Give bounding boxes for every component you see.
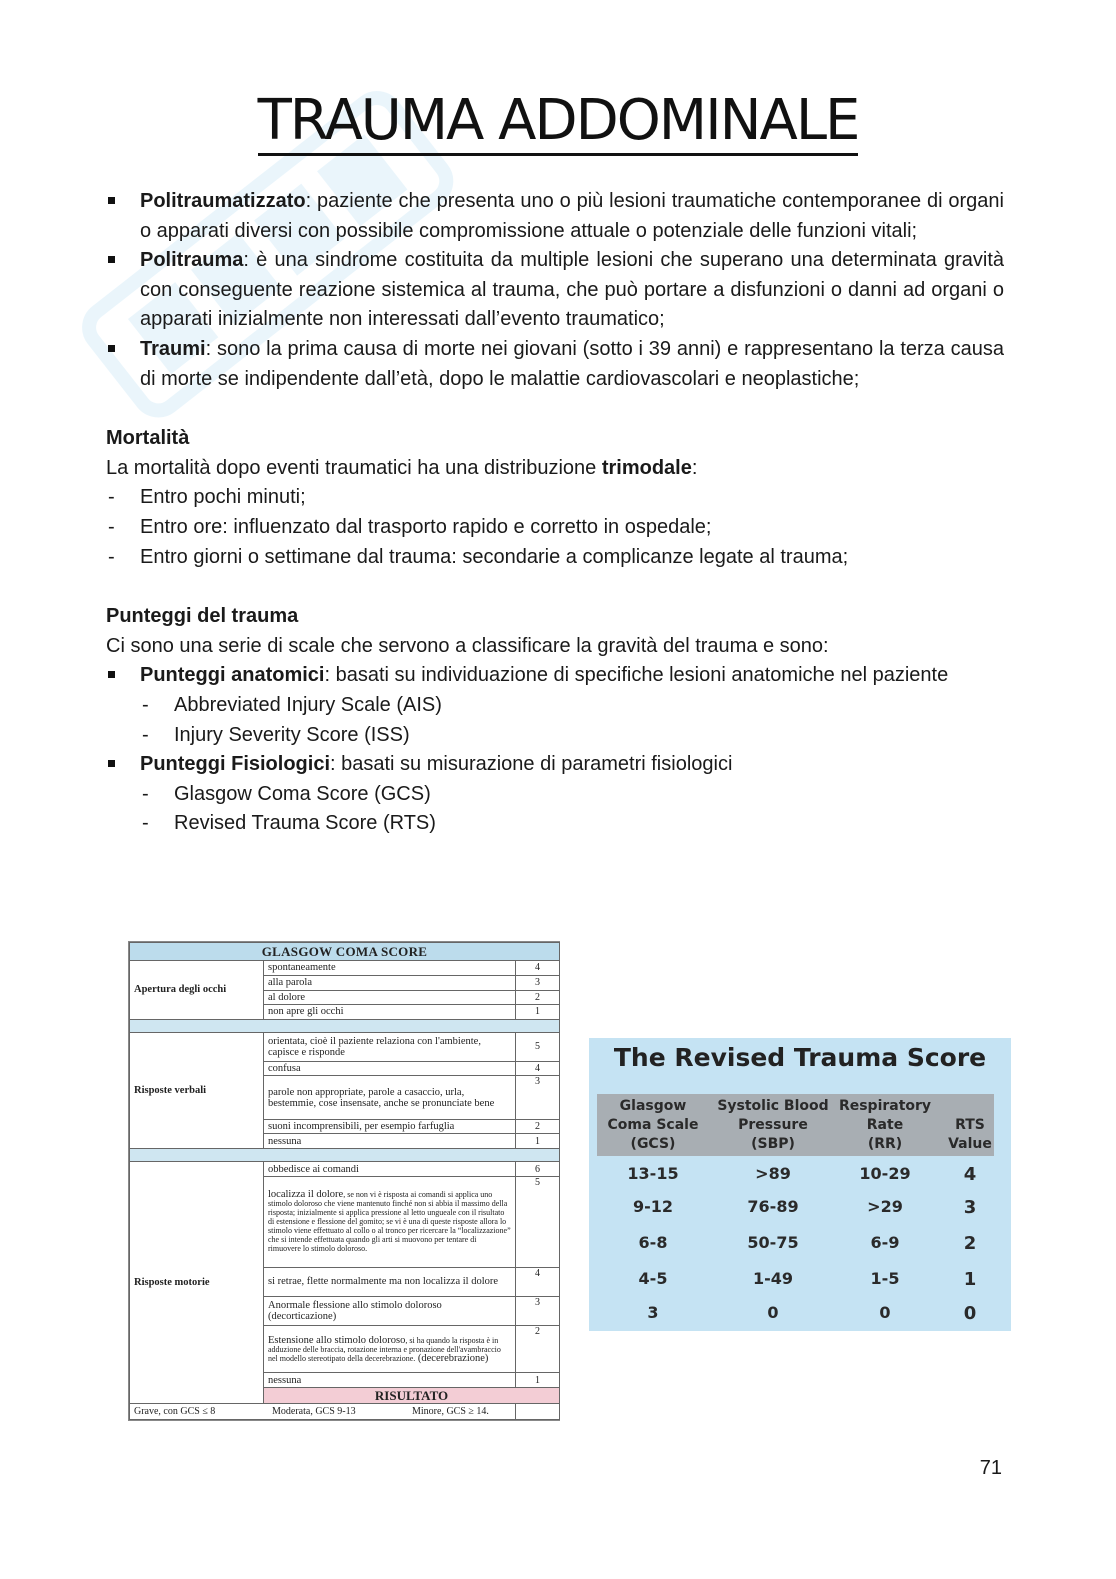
rts-header-line — [939, 1097, 1001, 1116]
rts-value-cell: 13-15 — [627, 1164, 679, 1183]
gcs-row-score: 5 — [516, 1032, 560, 1061]
rts-value-cell: 3 — [647, 1303, 659, 1322]
bullet-politraumatizzato: Politraumatizzato: paziente che presenta uno o più lesioni traumatiche contemporanee di organi o apparati diversi con possibile compromissione attuale o potenziale delle funzioni vitali; — [106, 187, 1004, 246]
anatomic-score-item: - Injury Severity Score (ISS) — [106, 721, 1004, 751]
rts-header-cell — [709, 1097, 837, 1154]
gcs-row-score: 1 — [516, 1005, 560, 1019]
gcs-row-text: confusa — [264, 1061, 516, 1075]
rts-value-cell: 0 — [767, 1303, 779, 1322]
page-title: TRAUMA ADDOMINALE — [0, 88, 1116, 153]
physio-score-item: - Revised Trauma Score (RTS) — [106, 809, 1004, 839]
gcs-severity-moderate: Moderata, GCS 9-13 — [272, 1406, 356, 1418]
gcs-row-text: Anormale flessione allo stimolo doloroso (decorticazione) — [264, 1296, 516, 1325]
gcs-severity-minor: Minore, GCS ≥ 14. — [412, 1406, 489, 1418]
gcs-eyes-label: Apertura degli occhi — [130, 960, 264, 1019]
gcs-row-score: 3 — [516, 1296, 560, 1325]
rts-header-line: Coma Scale — [607, 1117, 699, 1133]
gcs-row-text: nessuna — [264, 1134, 516, 1148]
rts-table — [589, 1038, 1011, 1331]
physio-score-item: - Glasgow Coma Score (GCS) — [106, 780, 1004, 810]
rts-value-cell: >29 — [867, 1197, 903, 1216]
rts-value-cell: 2 — [963, 1233, 977, 1254]
gcs-row-score: 1 — [516, 1134, 560, 1148]
scores-heading: Punteggi del trauma — [106, 605, 299, 628]
rts-header-cell — [826, 1097, 944, 1154]
rts-header-cell — [597, 1097, 709, 1154]
gcs-row-score: 2 — [516, 990, 560, 1004]
gcs-row-score: 4 — [516, 1267, 560, 1296]
rts-header-line: (RR) — [867, 1136, 903, 1152]
gcs-table — [128, 941, 560, 1421]
rts-header-line: Pressure — [738, 1117, 808, 1133]
rts-header-line: (GCS) — [630, 1136, 676, 1152]
gcs-motor-label: Risposte motorie — [130, 1162, 264, 1404]
rts-header-cell — [939, 1097, 1001, 1154]
rts-value-cell: 50-75 — [747, 1233, 799, 1252]
rts-value-cell: 6-9 — [870, 1233, 900, 1252]
rts-value-cell: 1-49 — [752, 1269, 794, 1288]
gcs-row-text: Estensione allo stimolo doloroso, si ha quando la risposta è in adduzione delle braccia, rotazione interna e pronazione dell'avambraccio nel modello stereotipato della decerebrazione. (decerebrazione) — [264, 1325, 516, 1373]
rts-value-cell: 9-12 — [632, 1197, 674, 1216]
gcs-row-score: 4 — [516, 960, 560, 976]
gcs-row-score: 3 — [516, 1076, 560, 1119]
rts-header-line: (SBP) — [751, 1136, 795, 1152]
bullet-anatomic-scores: Punteggi anatomici: basati su individuazione di specifiche lesioni anatomiche nel paziente — [106, 661, 1004, 691]
gcs-title: GLASGOW COMA SCORE — [130, 943, 560, 961]
gcs-row-text: obbedisce ai comandi — [264, 1162, 516, 1176]
gcs-row-text: parole non appropriate, parole a casaccio, urla, bestemmie, cose insensate, anche se pronunciate bene — [264, 1076, 516, 1119]
gcs-row-score: 2 — [516, 1119, 560, 1133]
rts-value-cell: 1-5 — [870, 1269, 900, 1288]
mortality-item: - Entro giorni o settimane dal trauma: secondarie a complicanze legate al trauma; — [106, 543, 1004, 573]
mortality-item: - Entro ore: influenzato dal trasporto rapido e corretto in ospedale; — [106, 513, 1004, 543]
rts-value-cell: >89 — [755, 1164, 791, 1183]
gcs-row-text: localizza il dolore, se non vi è risposta ai comandi si applica uno stimolo doloroso che viene mantenuto finché non si abbia il massimo della risposta; inizialmente si applica pressione al letto ungueale con il risultato di estensione e flessione del gomito; se vi è una di queste risposte allora lo stimolo viene effettuato al collo o al tronco per ricercare la “localizzazione” che si intende effettuata quando gli arti si muovono per tentare di rimuovere lo stimolo doloroso. — [264, 1176, 516, 1267]
rts-value-cell: 10-29 — [859, 1164, 911, 1183]
gcs-verbal-label: Risposte verbali — [130, 1032, 264, 1148]
gcs-result-label: RISULTATO — [264, 1387, 560, 1404]
gcs-row-text: orientata, cioè il paziente relaziona con l'ambiente, capisce e risponde — [264, 1032, 516, 1061]
scores-intro: Ci sono una serie di scale che servono a classificare la gravità del trauma e sono: — [106, 634, 829, 657]
rts-value-cell: 4-5 — [638, 1269, 668, 1288]
rts-header-line: Rate — [866, 1117, 904, 1133]
page-number: 71 — [979, 1457, 1002, 1479]
gcs-row-text: suoni incomprensibili, per esempio farfuglia — [264, 1119, 516, 1133]
rts-header-line: Value — [948, 1136, 992, 1152]
rts-header-line: Systolic Blood — [717, 1098, 829, 1114]
rts-value-cell: 6-8 — [638, 1233, 668, 1252]
gcs-row-text: non apre gli occhi — [264, 1005, 516, 1019]
mortality-intro: La mortalità dopo eventi traumatici ha una distribuzione trimodale: — [106, 456, 698, 479]
main-content — [106, 187, 1004, 839]
gcs-row-text: nessuna — [264, 1373, 516, 1387]
gcs-row-text: al dolore — [264, 990, 516, 1004]
gcs-row-score: 3 — [516, 976, 560, 990]
rts-value-cell: 0 — [963, 1303, 977, 1324]
bullet-politrauma: Politrauma: è una sindrome costituita da multiple lesioni che superano una determinata gravità con conseguente reazione sistemica al trauma, che può portare a disfunzioni o danni ad organi o apparati inizialmente non interessati dall’evento traumatico; — [106, 246, 1004, 335]
rts-value-cell: 76-89 — [747, 1197, 799, 1216]
rts-value-cell: 4 — [963, 1164, 977, 1185]
rts-value-cell: 1 — [963, 1269, 977, 1290]
gcs-row-text: spontaneamente — [264, 960, 516, 976]
gcs-row-text: si retrae, flette normalmente ma non localizza il dolore — [264, 1267, 516, 1296]
rts-header-line: Glasgow — [619, 1098, 687, 1114]
anatomic-score-item: - Abbreviated Injury Scale (AIS) — [106, 691, 1004, 721]
rts-title: The Revised Trauma Score — [613, 1043, 987, 1072]
gcs-row-score: 2 — [516, 1325, 560, 1373]
rts-value-cell: 3 — [963, 1197, 977, 1218]
mortality-heading: Mortalità — [106, 427, 190, 450]
gcs-row-score: 5 — [516, 1176, 560, 1267]
rts-header-line: RTS — [955, 1117, 985, 1133]
gcs-row-score: 4 — [516, 1061, 560, 1075]
bullet-traumi: Traumi: sono la prima causa di morte nei giovani (sotto i 39 anni) e rappresentano la terza causa di morte se indipendente dall’età, dopo le malattie cardiovascolari e neoplastiche; — [106, 335, 1004, 394]
rts-value-cell: 0 — [879, 1303, 891, 1322]
gcs-row-score: 6 — [516, 1162, 560, 1176]
gcs-severity-grave: Grave, con GCS ≤ 8 — [134, 1406, 216, 1418]
gcs-row-text: alla parola — [264, 976, 516, 990]
mortality-item: - Entro pochi minuti; — [106, 483, 1004, 513]
gcs-row-score: 1 — [516, 1373, 560, 1387]
gcs-severity-row — [130, 1404, 516, 1420]
bullet-physio-scores: Punteggi Fisiologici: basati su misurazione di parametri fisiologici — [106, 750, 1004, 780]
rts-header-line: Respiratory — [838, 1098, 932, 1114]
